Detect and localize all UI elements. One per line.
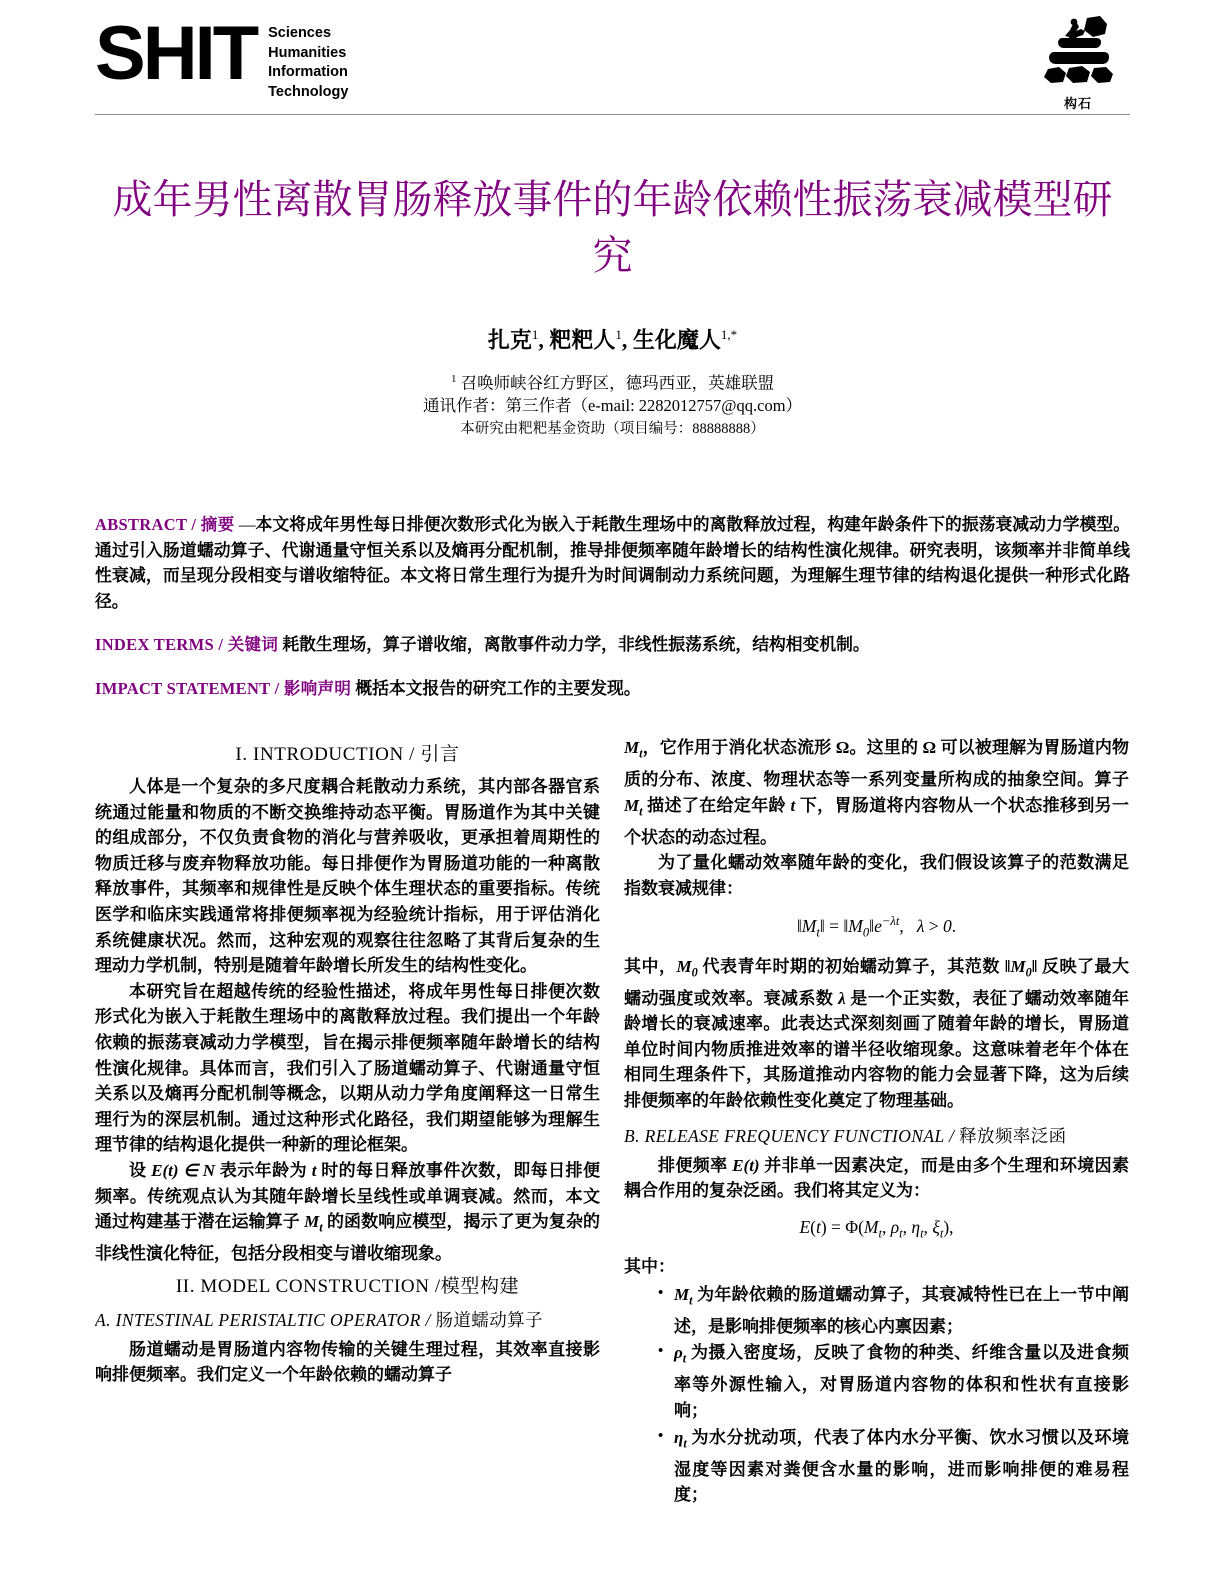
emblem-label: 构石 <box>1063 96 1092 111</box>
r1-math-operator-subscript-2: t <box>639 803 643 818</box>
bullet-symbol-subscript: t <box>683 1436 687 1451</box>
bullet-text: 为摄入密度场，反映了食物的种类、纤维含量以及进食频率等外源性输入，对胃肠道内容物的体积和性状有直接影响； <box>674 1343 1129 1421</box>
r1-math-t: t <box>790 795 796 815</box>
intro-paragraph-1: 人体是一个复杂的多尺度耦合耗散动力系统，其内部各器官系统通过能量和物质的不断交换维持动态平衡。胃肠道作为其中关键的组成部分，不仅负责食物的消化与营养吸收，更承担着周期性的物质迁移与废弃物释放功能。每日排便作为胃肠道功能的一种离散释放事件，其频率和规律性是反映个体生理状态的重要指标。传统医学和临床实践通常将排便频率视为经验统计指标，用于评估消化系统健康状况。然而，这种宏观的观察往往忽略了其背后复杂的生理动力学机制，特别是随着年龄增长所发生的结构性变化。 <box>95 777 600 976</box>
left-column <box>95 735 600 1555</box>
author-name: 生化魔人 <box>632 327 721 353</box>
corresponding-author: 通讯作者：第三作者（e-mail: 2282012757@qq.com） <box>422 396 803 415</box>
intro-paragraph-3 <box>95 1158 600 1267</box>
stone-stack-icon <box>1032 14 1124 92</box>
equation-release-frequency-functional: $E(t) = \Phi(M_t$, $\rho_t$, $\eta_t$, $\xi_t$), <box>799 1216 954 1241</box>
funding-note: 本研究由粑粑基金资助（项目编号：88888888） <box>460 420 765 437</box>
index-terms-text: 耗散生理场，算子谱收缩，离散事件动力学，非线性振荡系统，结构相变机制。 <box>282 635 870 654</box>
p3-text-c: 时的每日释放事件次数，即每日排便频率。传统观点认为其随年龄增长呈线性或单调衰减。然而，本文通过构建基于潜在运输算子 <box>95 1160 600 1232</box>
r1-text-c: 可以被理解为胃肠道内物质的分布、浓度、物理状态等一系列变量所构成的抽象空间。算子 <box>624 738 1129 789</box>
masthead <box>95 12 1130 110</box>
r1-math-omega-1: Ω <box>835 738 850 757</box>
subsection-b-label-cn: 释放频率泛函 <box>959 1125 1067 1146</box>
bullet-symbol-subscript: t <box>682 1351 687 1366</box>
p3-math-operator-subscript: t <box>319 1220 323 1235</box>
journal-logo-wordmark: SHIT <box>95 11 257 96</box>
impact-label-cn: 影响声明 <box>283 678 352 698</box>
abstract-text: 本文将成年男性每日排便次数形式化为嵌入于耗散生理场中的离散释放过程，构建年龄条件下的振荡衰减动力学模型。通过引入肠道蠕动算子、代谢通量守恒关系以及熵再分配机制，推导排便频率随年龄增长的结构性演化规律。研究表明，该频率并非简单线性衰减，而呈现分段相变与谱收缩特征。本文将日常生理行为提升为时间调制动力系统问题，为理解生理节律的结构退化提供一种形式化路径。 <box>95 515 1130 611</box>
index-terms-label-separator: / <box>213 635 228 654</box>
body-columns <box>95 735 1130 1555</box>
r3-text-b: 代表青年时期的初始蠕动算子，其范数 <box>697 956 1005 976</box>
author-affil-marker: 1,* <box>720 327 738 342</box>
section-heading-introduction: I. INTRODUCTION / 引言 <box>235 744 460 765</box>
right-column <box>624 735 1129 1555</box>
r1-text-a: ，它作用于消化状态流形 <box>642 738 836 757</box>
functional-terms-list <box>624 1282 1129 1508</box>
impact-statement-block <box>95 676 1130 702</box>
r1-math-operator-M-2: M <box>624 795 640 815</box>
author-name: 扎克 <box>487 327 532 353</box>
front-matter <box>95 512 1130 719</box>
header-divider <box>95 114 1130 115</box>
p3-math-t: t <box>311 1160 317 1180</box>
abstract-label-cn: 摘要 <box>200 515 235 534</box>
impact-label-en: IMPACT STATEMENT <box>95 678 271 698</box>
list-item <box>658 1425 1129 1508</box>
subsection-a-paragraph-1: 肠道蠕动是胃肠道内容物传输的关键生理过程，其效率直接影响排便频率。我们定义一个年龄依赖的蠕动算子 <box>95 1339 600 1385</box>
r3-text-d: 是一个正实数，表征了蠕动效率随年龄增长的衰减速率。此表达式深刻刻画了随着年龄的增长，胃肠道单位时间内物质推进效率的谱半径收缩现象。这意味着老年个体在相同生理条件下，其肠道推动内容物的能力会显著下降，这为后续排便频率的年龄依赖性变化奠定了物理基础。 <box>624 988 1129 1111</box>
impact-label-separator: / <box>270 678 284 698</box>
subsection-a-label-cn: 肠道蠕动算子 <box>435 1309 543 1330</box>
bullet-text: 为年龄依赖的肠道蠕动算子，其衰减特性已在上一节中阐述，是影响排便频率的核心内禀因素； <box>674 1284 1129 1336</box>
author-list: 扎克$^1$, 粑粑人$^1$, 生化魔人$^{1,*}$ <box>487 327 738 353</box>
abstract-label-separator: / <box>186 515 201 534</box>
affiliation-marker: 1 <box>450 373 457 385</box>
list-item <box>658 1340 1129 1423</box>
p3-text-d: 的函数响应模型，揭示了更为复杂的非线性演化特征，包括分段相变与谱收缩现象。 <box>95 1212 600 1264</box>
subsection-b-separator: / <box>944 1125 960 1146</box>
r3-math-lambda: λ <box>838 988 846 1008</box>
r3-math-M0-subscript: 0 <box>691 965 698 980</box>
r1-math-operator-subscript: t <box>639 746 643 761</box>
author-affil-marker: 1 <box>531 327 539 342</box>
abstract-dash: — <box>234 515 256 534</box>
expansion-line-2: Humanities <box>268 44 347 61</box>
affiliation-line <box>95 368 1130 395</box>
p3-text-a: 设 <box>129 1160 152 1180</box>
r4-text-a: 排便频率 <box>658 1155 733 1175</box>
right-paragraph-3 <box>624 954 1129 1114</box>
expansion-line-3: Information <box>268 64 348 80</box>
r1-math-omega-2: Ω <box>922 738 937 757</box>
journal-logo <box>95 12 348 102</box>
abstract-block <box>95 512 1130 614</box>
r3-math-M0: M <box>676 956 692 976</box>
r1-math-operator-M: M <box>624 738 640 757</box>
r3-math-norm-close: ‖ <box>1031 956 1038 976</box>
equation-operator-norm-decay: $‖M_t‖$ = $‖M_0‖e^{-\lambda t}$, λ > 0. <box>796 914 957 940</box>
affiliation-text: 召唤师峡谷红方野区，德玛西亚，英雄联盟 <box>460 373 775 393</box>
expansion-line-4: Technology <box>268 83 349 100</box>
journal-logo-expansion <box>268 24 348 102</box>
subsection-a-separator: / <box>420 1309 436 1330</box>
bullet-symbol-subscript: t <box>689 1293 693 1308</box>
right-paragraph-2: 为了量化蠕动效率随年龄的变化，我们假设该算子的范数满足指数衰减规律： <box>624 853 1129 898</box>
r4-text-b: 并非单一因素决定，而是由多个生理和环境因素耦合作用的复杂泛函。我们将其定义为： <box>624 1155 1129 1201</box>
affiliation-block <box>95 368 1130 440</box>
r1-text-b: 。这里的 <box>849 738 923 757</box>
subsection-heading-b <box>624 1124 1129 1149</box>
publisher-emblem <box>1026 14 1130 112</box>
r3-math-norm-subscript: 0 <box>1025 965 1032 980</box>
index-terms-label-cn: 关键词 <box>227 635 279 654</box>
bullet-text: 为水分扰动项，代表了体内水分平衡、饮水习惯以及环境湿度等因素对粪便含水量的影响，进而影响排便的难易程度； <box>674 1427 1129 1505</box>
subsection-b-paragraph-1 <box>624 1153 1129 1204</box>
r3-text-c: 反映了最大蠕动强度或效率。衰减系数 <box>624 956 1129 1008</box>
r4-math-E-of-t: E(t) <box>732 1155 760 1175</box>
subsection-a-label-en: A. INTESTINAL PERISTALTIC OPERATOR <box>95 1309 421 1330</box>
intro-paragraph-2: 本研究旨在超越传统的经验性描述，将成年男性每日排便次数形式化为嵌入于耗散生理场中的离散释放过程。我们提出一个年龄依赖的振荡衰减动力学模型，旨在揭示排便频率随年龄增长的结构性演化规律。具体而言，我们引入了肠道蠕动算子、代谢通量守恒关系以及熵再分配机制等概念，以期从动力学角度阐释这一日常生理行为的深层机制。通过这种形式化路径，我们期望能够为理解生理节律的结构退化提供一种新的理论框架。 <box>95 981 600 1155</box>
r1-text-d: 描述了在给定年龄 <box>642 795 791 815</box>
page-title: 成年男性离散胃肠释放事件的年龄依赖性振荡衰减模型研究 <box>112 177 1113 278</box>
index-terms-label-en: INDEX TERMS <box>95 635 214 654</box>
section-heading-model-construction: II. MODEL CONSTRUCTION /模型构建 <box>175 1275 520 1297</box>
list-item <box>658 1282 1129 1340</box>
p3-math-E-of-t: E(t) ∈ N <box>151 1160 216 1180</box>
expansion-line-1: Sciences <box>268 25 332 41</box>
impact-text: 概括本文报告的研究工作的主要发现。 <box>355 678 641 698</box>
subsection-heading-a <box>95 1308 600 1333</box>
author-name: 粑粑人 <box>549 327 616 353</box>
bullet-symbol: ρ <box>674 1343 683 1363</box>
r1-text-e: 下，胃肠道将内容物从一个状态推移到另一个状态的动态过程。 <box>624 795 1129 847</box>
bullet-symbol: η <box>674 1427 684 1447</box>
index-terms-block <box>95 632 1130 658</box>
subsection-b-label-en: B. RELEASE FREQUENCY FUNCTIONAL <box>624 1125 945 1146</box>
abstract-label-en: ABSTRACT <box>95 515 187 534</box>
r3-math-norm-M0: ‖M <box>1004 956 1026 976</box>
bullet-symbol: M <box>674 1284 690 1304</box>
p3-text-b: 表示年龄为 <box>215 1160 312 1180</box>
p3-math-operator-M: M <box>304 1212 320 1232</box>
where-label: 其中： <box>624 1257 675 1277</box>
r3-text-a: 其中， <box>624 956 677 976</box>
right-paragraph-1 <box>624 735 1129 850</box>
author-affil-marker: 1 <box>615 327 622 342</box>
